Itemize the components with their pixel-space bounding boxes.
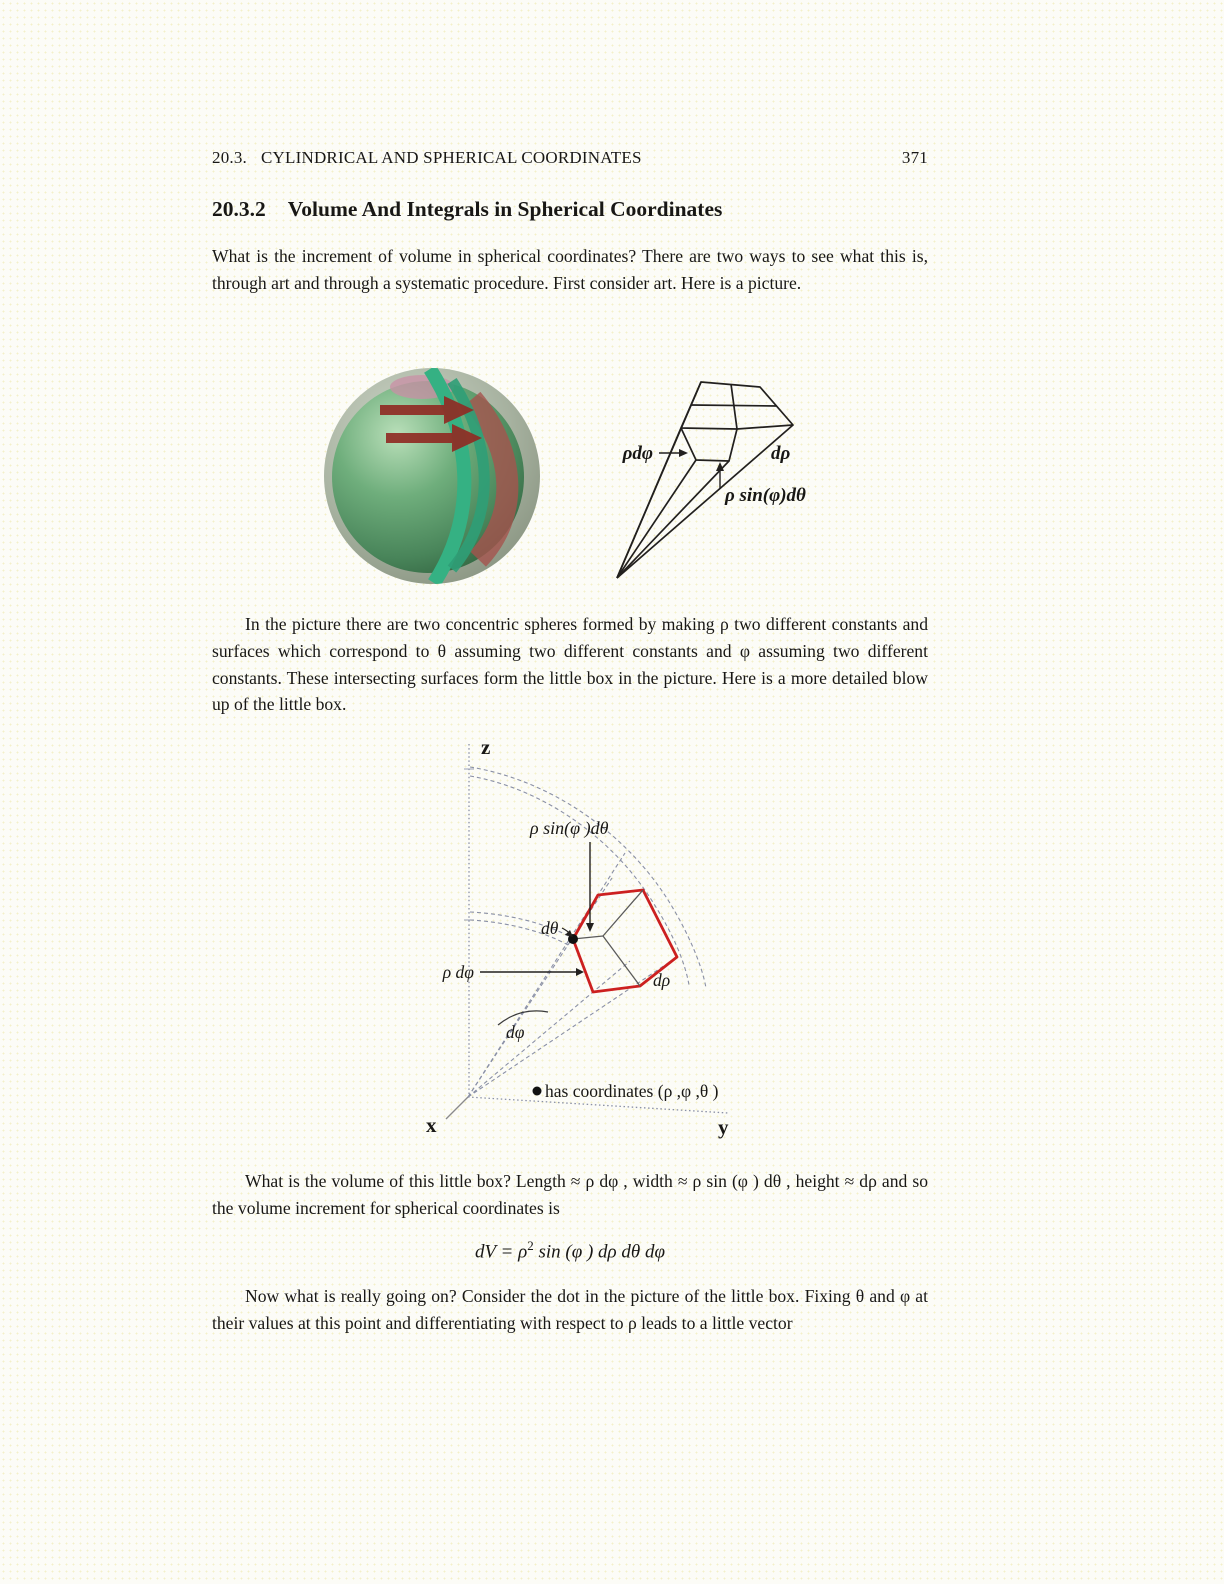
down-arrow-head	[586, 923, 594, 932]
section-title: Volume And Integrals in Spherical Coordinates	[287, 197, 723, 221]
paragraph-dot: Now what is really going on? Consider the dot in the picture of the little box. Fixing θ and φ at their values at this point and differentiating with respect to ρ leads to a little vector	[212, 1286, 928, 1333]
paragraph-volume: What is the volume of this little box? Length ≈ ρ dφ , width ≈ ρ sin (φ ) dθ , height ≈ dρ and so the volume increment for spherical coordinates is	[212, 1171, 928, 1218]
section-number: 20.3.2	[212, 197, 266, 221]
equation-lhs: dV = ρ	[474, 1241, 528, 1263]
hidden-edge-2	[603, 890, 643, 936]
wedge-outline	[617, 382, 793, 578]
running-head-section-number: 20.3.	[212, 148, 247, 167]
coordinate-point-dot	[533, 1087, 542, 1096]
paragraph-picture: In the picture there are two concentric spheres formed by making ρ two different constants and surfaces which correspond to θ assuming two different constants and φ assuming two different constants. These intersecting surfaces form the little box in the picture. Here is a more detailed blow up of the little box.	[212, 614, 928, 715]
wedge-grid-v	[731, 384, 737, 429]
equation-rhs: sin (φ ) dρ dθ dφ	[533, 1241, 666, 1263]
y-axis-label: y	[718, 1115, 729, 1139]
concentric-spheres-image	[324, 368, 540, 584]
wedge-grid-h	[691, 405, 777, 406]
wedge-front-face	[681, 428, 737, 461]
z-axis-label: z	[481, 735, 491, 759]
running-head-title	[212, 148, 642, 168]
box-diagram	[390, 722, 830, 1158]
paragraph-intro: What is the increment of volume in spherical coordinates? There are two ways to see what this is, through art and through a systematic procedure. First consider art. Here is a picture.	[212, 246, 928, 293]
label-has-coordinates: has coordinates (ρ ,φ ,θ )	[545, 1081, 719, 1101]
label-drho: dρ	[653, 970, 671, 990]
wedge-ray-4	[617, 461, 729, 578]
x-axis-label: x	[426, 1113, 437, 1137]
section-heading	[212, 197, 928, 222]
label-dtheta: dθ	[541, 918, 559, 938]
label-rho-sin-phi-dtheta: ρ sin(φ )dθ	[530, 818, 609, 838]
running-head	[212, 148, 928, 168]
label-dphi: dφ	[506, 1022, 525, 1042]
right-arrow-head	[576, 968, 584, 976]
volume-equation	[212, 1238, 928, 1263]
wedge-label-rho-sin-phi-dtheta: ρ sin(φ)dθ	[725, 485, 806, 506]
equation-exponent: 2	[527, 1238, 534, 1253]
running-head-chapter-title: CYLINDRICAL AND SPHERICAL COORDINATES	[261, 148, 642, 167]
wedge-figure	[573, 353, 863, 603]
page-number: 371	[901, 148, 928, 167]
little-box-hidden-edges	[573, 890, 643, 986]
x-axis	[446, 1097, 468, 1119]
origin-ray-2	[468, 853, 625, 1097]
origin-ray-3	[468, 961, 630, 1097]
label-rho-dphi: ρ dφ	[442, 962, 474, 982]
sphere-figure	[322, 365, 544, 589]
wedge-label-drho: dρ	[771, 443, 791, 464]
wedge-arrow-left-head	[679, 449, 688, 457]
wedge-label-rho-dphi: ρdφ	[622, 443, 653, 464]
outer-sphere-arc-1	[470, 767, 706, 988]
origin-ray-4	[468, 957, 677, 1097]
